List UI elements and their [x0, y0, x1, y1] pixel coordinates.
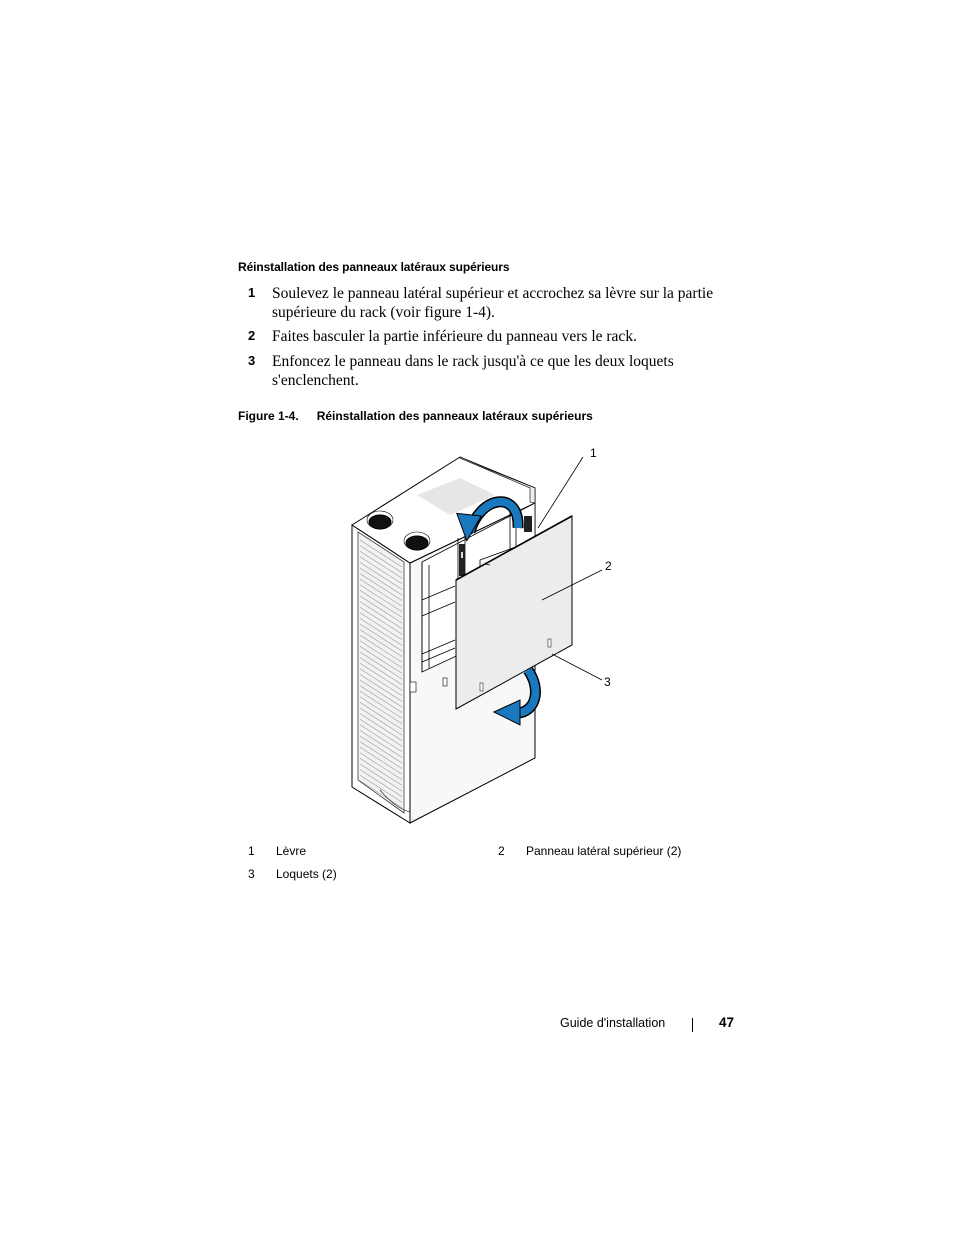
step-number: 3 [248, 353, 256, 368]
legend-number: 2 [498, 844, 505, 858]
step-text: Enfoncez le panneau dans le rack jusqu'à ce que les deux loquets s'enclenchent. [272, 353, 674, 389]
legend-label: Loquets (2) [276, 867, 337, 881]
page-number: 47 [719, 1015, 735, 1030]
footer-separator [692, 1018, 693, 1032]
figure-label: Figure 1-4. [238, 409, 299, 423]
legend-number: 1 [248, 844, 255, 858]
legend-label: Panneau latéral supérieur (2) [526, 844, 682, 858]
step-number: 1 [248, 285, 256, 300]
section-title: Réinstallation des panneaux latéraux supérieurs [238, 260, 510, 274]
footer-guide-name: Guide d'installation [560, 1016, 666, 1030]
step-text: Faites basculer la partie inférieure du panneau vers le rack. [272, 328, 637, 345]
rack-front-door [352, 525, 410, 823]
callout-3: 3 [604, 675, 611, 689]
rack-illustration [330, 440, 630, 830]
legend-label: Lèvre [276, 844, 307, 858]
callout-2: 2 [605, 559, 612, 573]
legend-number: 3 [248, 867, 255, 881]
figure-title: Réinstallation des panneaux latéraux supérieurs [316, 409, 593, 423]
step-text: Soulevez le panneau latéral supérieur et accrochez sa lèvre sur la partie supérieure du rack (voir figure 1-4). [272, 285, 714, 321]
figure-caption [238, 409, 593, 423]
callout-1: 1 [590, 446, 597, 460]
step-number: 2 [248, 328, 256, 343]
